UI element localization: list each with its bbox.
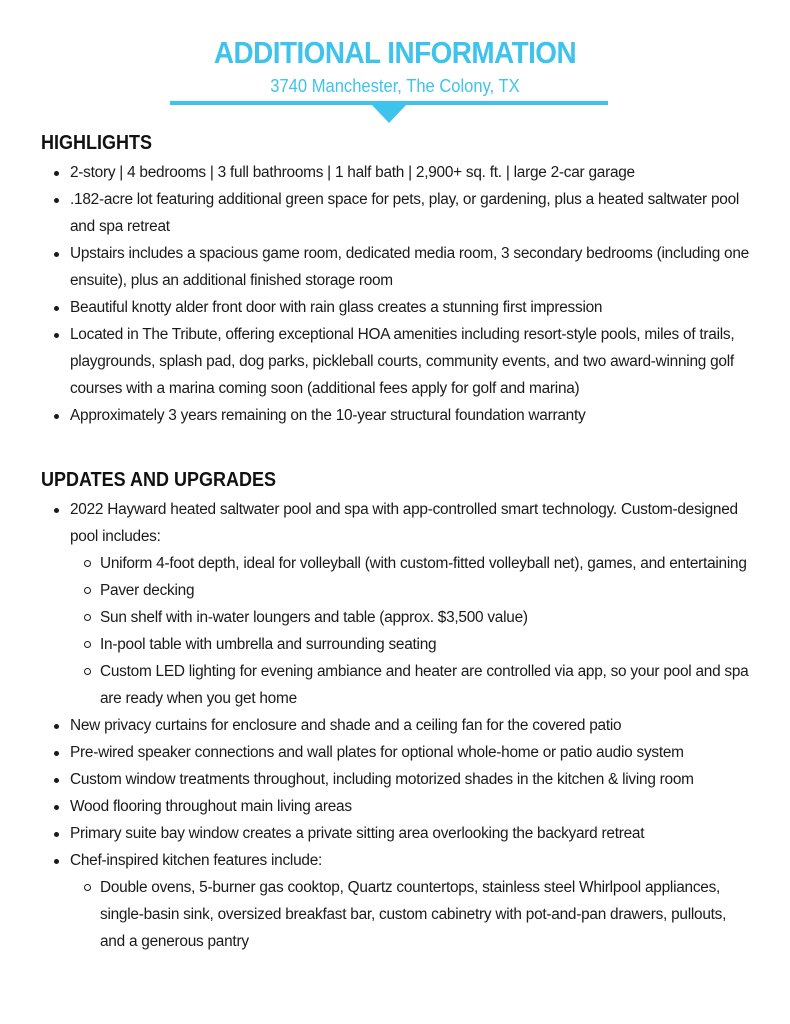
update-item-text: Custom window treatments throughout, including motorized shades in the kitchen & living room bbox=[70, 771, 694, 788]
update-subitem: In-pool table with umbrella and surrounding seating bbox=[70, 631, 754, 658]
updates-heading: UPDATES AND UPGRADES bbox=[41, 469, 277, 491]
page-title: ADDITIONAL INFORMATION bbox=[213, 35, 577, 70]
update-item bbox=[40, 496, 754, 712]
update-sublist bbox=[70, 550, 754, 712]
highlight-item: Located in The Tribute, offering exceptional HOA amenities including resort-style pools, miles of trails, playgrounds, splash pad, dog parks, pickleball courts, community events, and two award-winning golf courses with a marina coming soon (additional fees apply for golf and marina) bbox=[40, 321, 754, 402]
update-item bbox=[40, 739, 754, 766]
update-item-text: Pre-wired speaker connections and wall plates for optional whole-home or patio audio system bbox=[70, 744, 684, 761]
highlight-item: Approximately 3 years remaining on the 10-year structural foundation warranty bbox=[40, 402, 754, 429]
update-item bbox=[40, 712, 754, 739]
update-subitem: Paver decking bbox=[70, 577, 754, 604]
update-item bbox=[40, 847, 754, 955]
highlight-item: Upstairs includes a spacious game room, dedicated media room, 3 secondary bedrooms (including one ensuite), plus an additional finished storage room bbox=[40, 240, 754, 294]
update-item bbox=[40, 766, 754, 793]
update-item-text: Chef-inspired kitchen features include: bbox=[70, 852, 323, 869]
update-item bbox=[40, 820, 754, 847]
update-subitem: Double ovens, 5-burner gas cooktop, Quartz countertops, stainless steel Whirlpool appliances, single-basin sink, oversized breakfast bar, custom cabinetry with pot-and-pan drawers, pullouts, and a generous pantry bbox=[70, 874, 754, 955]
update-item-text: Primary suite bay window creates a private sitting area overlooking the backyard retreat bbox=[70, 825, 645, 842]
page-header bbox=[0, 34, 790, 98]
update-sublist bbox=[70, 874, 754, 955]
divider-pointer-icon bbox=[371, 104, 407, 123]
highlights-list bbox=[40, 159, 754, 429]
highlight-item: 2-story | 4 bedrooms | 3 full bathrooms | 1 half bath | 2,900+ sq. ft. | large 2-car garage bbox=[40, 159, 754, 186]
update-subitem: Uniform 4-foot depth, ideal for volleyball (with custom-fitted volleyball net), games, and entertaining bbox=[70, 550, 754, 577]
highlight-item: Beautiful knotty alder front door with rain glass creates a stunning first impression bbox=[40, 294, 754, 321]
highlights-heading: HIGHLIGHTS bbox=[41, 132, 153, 154]
update-item-text: Wood flooring throughout main living areas bbox=[70, 798, 352, 815]
updates-list bbox=[40, 496, 754, 955]
update-item-text: New privacy curtains for enclosure and shade and a ceiling fan for the covered patio bbox=[70, 717, 622, 734]
update-subitem: Custom LED lighting for evening ambiance and heater are controlled via app, so your pool and spa are ready when you get home bbox=[70, 658, 754, 712]
property-address: 3740 Manchester, The Colony, TX bbox=[270, 76, 520, 96]
highlight-item: .182-acre lot featuring additional green space for pets, play, or gardening, plus a heated saltwater pool and spa retreat bbox=[40, 186, 754, 240]
update-item bbox=[40, 793, 754, 820]
update-subitem: Sun shelf with in-water loungers and table (approx. $3,500 value) bbox=[70, 604, 754, 631]
update-item-text: 2022 Hayward heated saltwater pool and spa with app-controlled smart technology. Custom-designed pool includes: bbox=[70, 501, 738, 545]
